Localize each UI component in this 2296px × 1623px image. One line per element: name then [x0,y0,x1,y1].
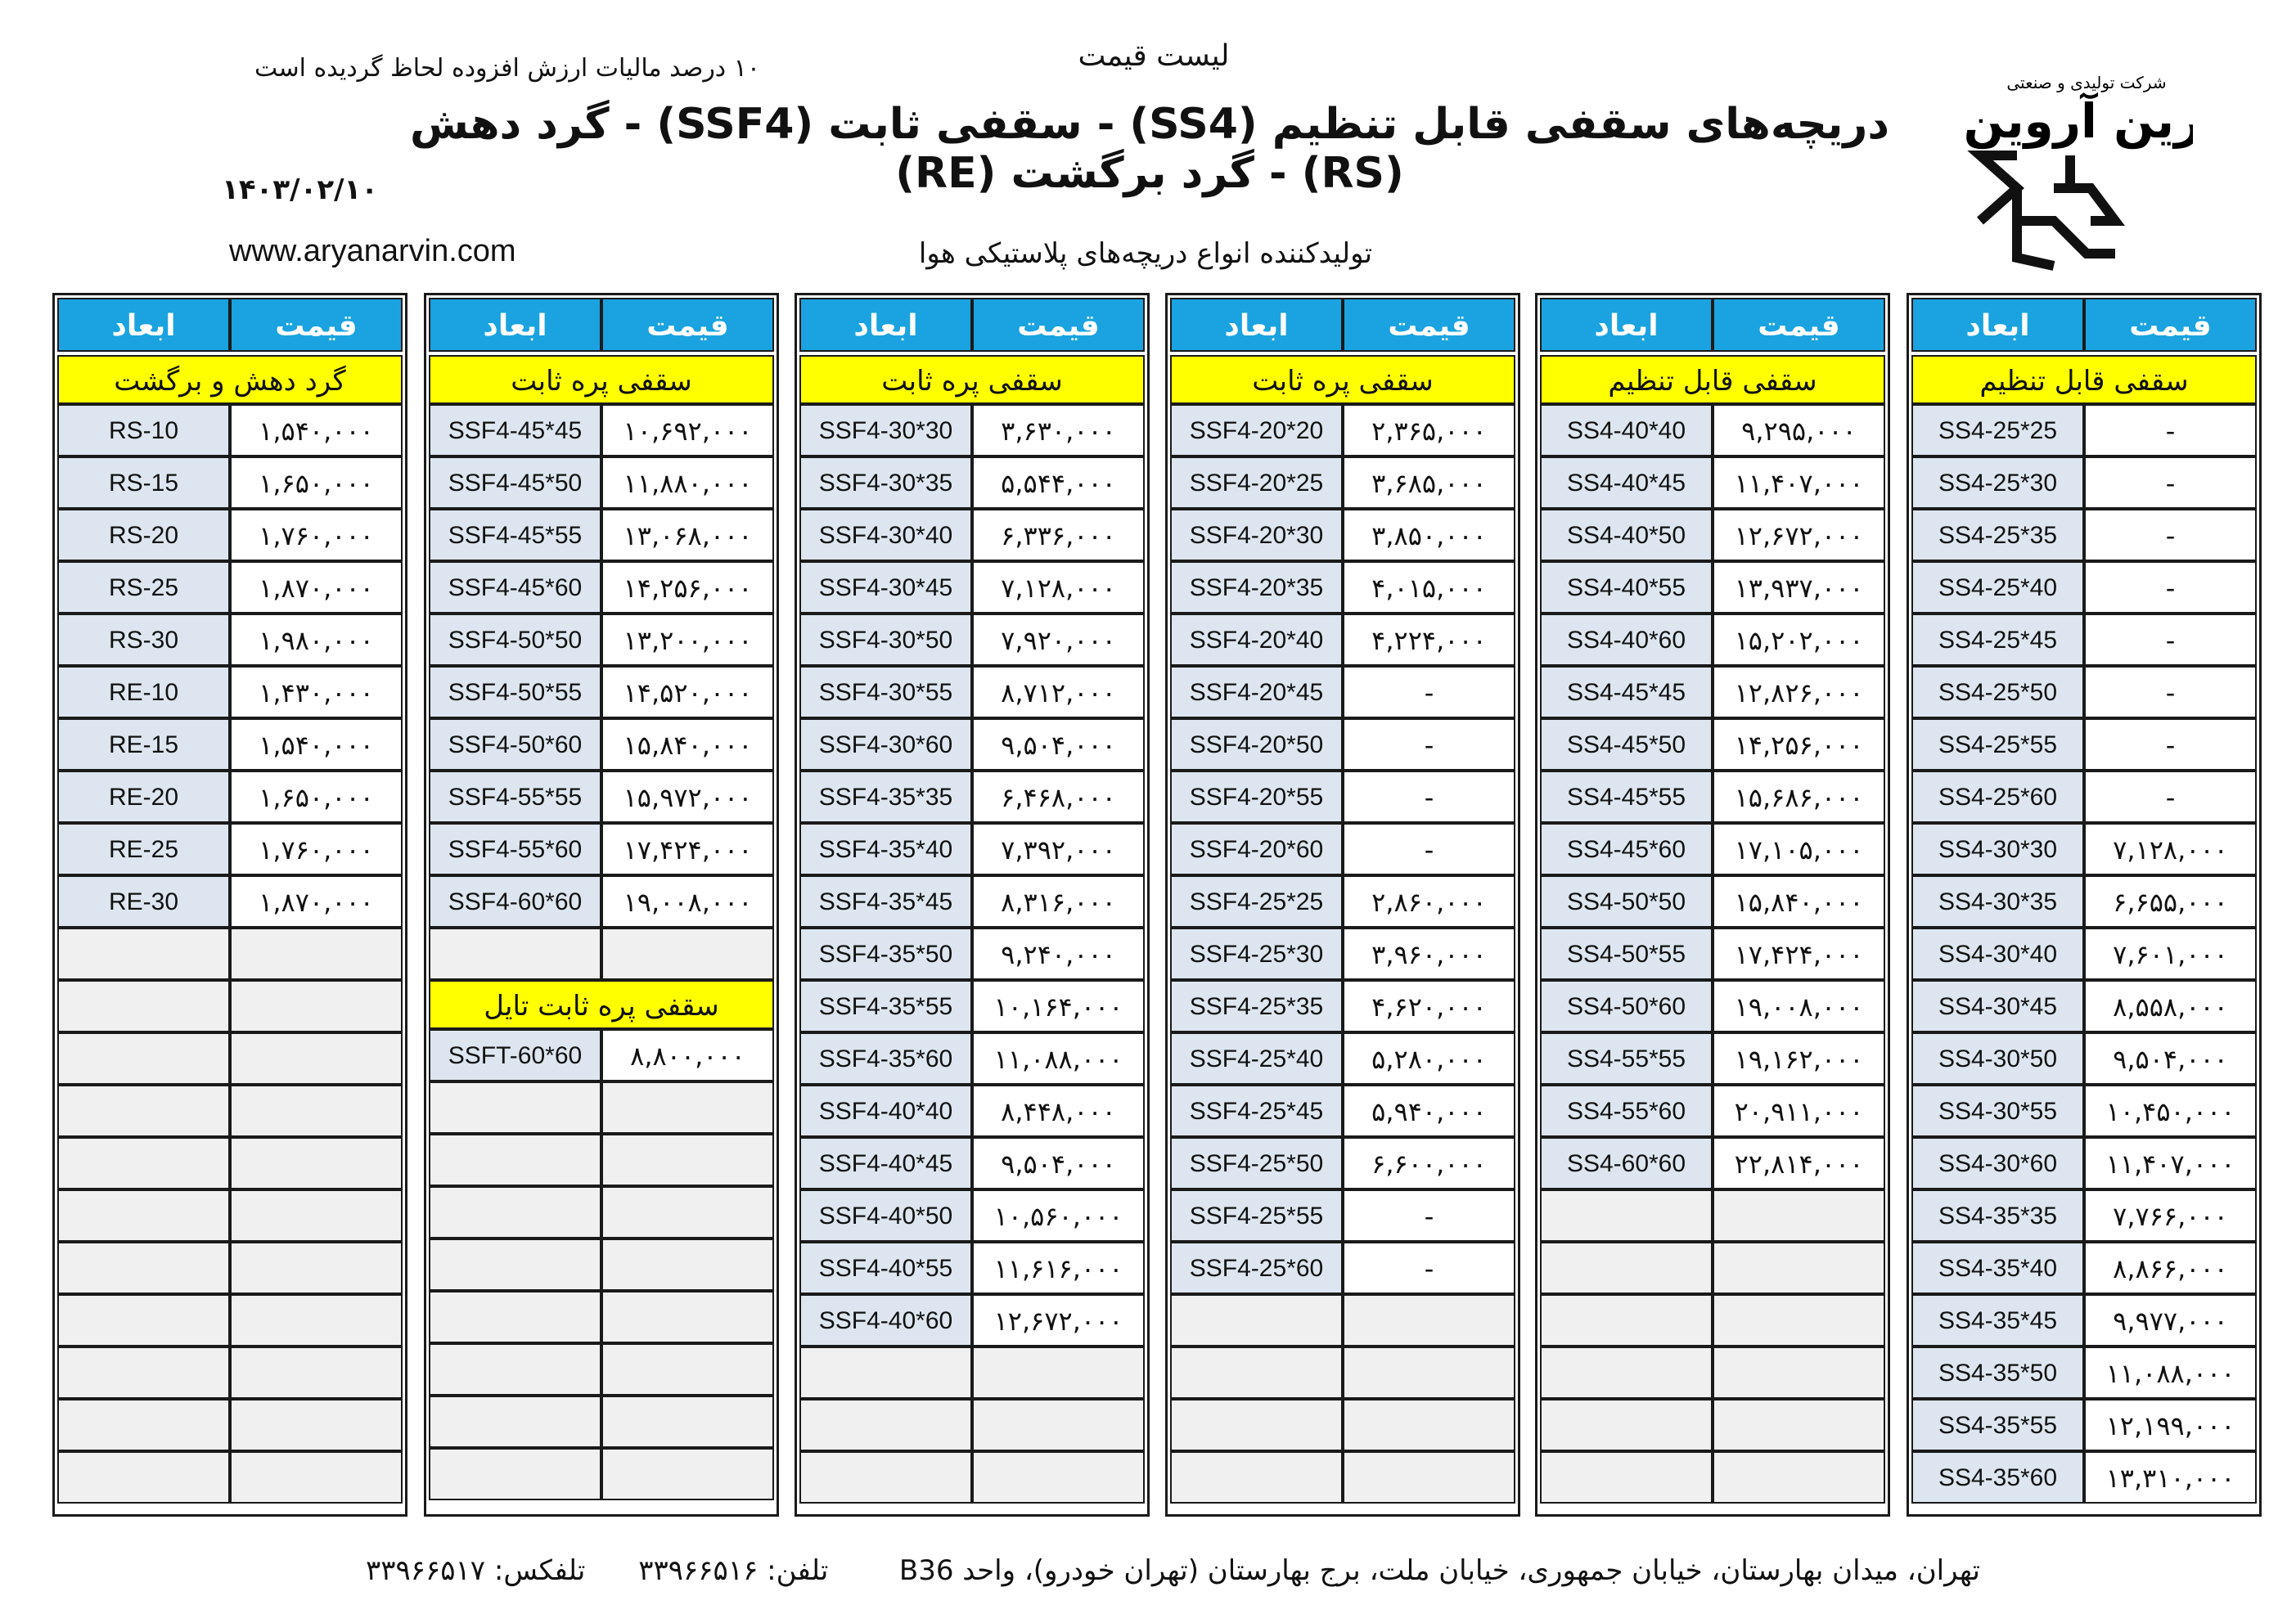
page-title: دریچه‌های سقفی قابل تنظیم (SS4) - سقفی ثابت (SSF4) - گرد دهش (RS) - گرد برگشت (RE) [409,100,1890,198]
footer-fax: ۳۳۹۶۶۵۱۷ [365,1554,486,1587]
dimension-cell: SS4-30*45 [1911,980,2084,1032]
empty-cell [1170,1451,1343,1504]
empty-cell [799,1347,972,1399]
price-cell: ۱۲,۶۷۲,۰۰۰ [972,1294,1145,1347]
price-cell: ۹,۵۰۴,۰۰۰ [972,1137,1145,1189]
price-cell: - [1343,823,1515,875]
footer-contact [335,1554,1980,1587]
price-cell: ۵,۵۴۴,۰۰۰ [972,456,1145,509]
price-cell: ۱۱,۸۸۰,۰۰۰ [601,456,774,509]
column-header-dimension: ابعاد [1170,298,1343,352]
price-cell: ۹,۹۷۷,۰۰۰ [2084,1294,2257,1347]
price-table-6 [52,293,407,1517]
price-cell: - [2084,509,2257,561]
price-cell: ۱۷,۴۲۴,۰۰۰ [1713,928,1885,980]
dimension-cell: SS4-25*50 [1911,666,2084,718]
dimension-cell: SS4-40*55 [1540,561,1713,614]
empty-cell [57,980,230,1032]
empty-cell [429,1343,601,1396]
dimension-cell: SSF4-30*35 [799,456,972,509]
dimension-cell: SS4-35*60 [1911,1451,2084,1504]
dimension-cell: SS4-45*60 [1540,823,1713,875]
price-cell: ۱۱,۶۱۶,۰۰۰ [972,1242,1145,1294]
price-cell: ۱۴,۵۲۰,۰۰۰ [601,666,774,718]
dimension-cell: RE-30 [57,875,230,928]
empty-cell [972,1347,1145,1399]
empty-cell [972,1399,1145,1451]
price-cell: ۴,۰۱۵,۰۰۰ [1343,561,1515,614]
price-cell: ۱۳,۹۳۷,۰۰۰ [1713,561,1885,614]
empty-cell [1170,1399,1343,1451]
dimension-cell: SSF4-35*35 [799,771,972,823]
dimension-cell: SS4-30*30 [1911,823,2084,875]
price-cell: - [2084,666,2257,718]
empty-cell [429,1396,601,1448]
dimension-cell: RS-10 [57,404,230,456]
dimension-cell: SS4-45*45 [1540,666,1713,718]
price-cell: ۱۱,۰۸۸,۰۰۰ [2084,1347,2257,1399]
dimension-cell: SSF4-45*50 [429,456,601,509]
dimension-cell: SSF4-20*20 [1170,404,1343,456]
price-cell: ۱,۸۷۰,۰۰۰ [230,561,403,614]
empty-cell [429,1448,601,1500]
column-header-price: قیمت [2084,298,2257,352]
empty-cell [601,1448,774,1500]
dimension-cell: RE-20 [57,771,230,823]
dimension-cell: SS4-50*60 [1540,980,1713,1032]
dimension-cell: RE-10 [57,666,230,718]
empty-cell [1540,1451,1713,1504]
empty-cell [429,1239,601,1291]
empty-cell [230,1032,403,1085]
price-cell: ۷,۳۹۲,۰۰۰ [972,823,1145,875]
price-cell: ۱۴,۲۵۶,۰۰۰ [601,561,774,614]
vat-note: ۱۰ درصد مالیات ارزش افزوده لحاظ گردیده است [254,54,760,83]
dimension-cell: SSF4-55*60 [429,823,601,875]
dimension-cell: SSF4-35*50 [799,928,972,980]
price-cell: - [2084,614,2257,666]
price-cell: ۱۳,۲۰۰,۰۰۰ [601,614,774,666]
price-cell: ۱۲,۶۷۲,۰۰۰ [1713,509,1885,561]
dimension-cell: SSF4-20*25 [1170,456,1343,509]
price-cell: ۲۲,۸۱۴,۰۰۰ [1713,1137,1885,1189]
column-header-dimension: ابعاد [799,298,972,352]
dimension-cell: SSF4-25*55 [1170,1189,1343,1242]
price-cell: - [2084,718,2257,771]
price-cell: ۱,۶۵۰,۰۰۰ [230,456,403,509]
empty-cell [429,1291,601,1343]
dimension-cell: SSF4-25*60 [1170,1242,1343,1294]
empty-cell [1713,1399,1885,1451]
price-cell: - [1343,1242,1515,1294]
section-title: سقفی پره ثابت [429,355,774,404]
price-cell: ۱۱,۴۰۷,۰۰۰ [2084,1137,2257,1189]
dimension-cell: SSF4-30*55 [799,666,972,718]
empty-cell [601,928,774,980]
price-cell: ۱۱,۰۸۸,۰۰۰ [972,1032,1145,1085]
dimension-cell: SS4-25*30 [1911,456,2084,509]
dimension-cell: SSF4-60*60 [429,875,601,928]
dimension-cell: SSF4-30*50 [799,614,972,666]
price-cell: ۱,۵۴۰,۰۰۰ [230,718,403,771]
dimension-cell: SSF4-20*50 [1170,718,1343,771]
price-cell: ۱۱,۴۰۷,۰۰۰ [1713,456,1885,509]
dimension-cell: SSF4-30*30 [799,404,972,456]
price-cell: ۱۳,۰۶۸,۰۰۰ [601,509,774,561]
empty-cell [429,1081,601,1134]
dimension-cell: SS4-25*45 [1911,614,2084,666]
empty-cell [1343,1347,1515,1399]
dimension-cell: SSF4-55*55 [429,771,601,823]
price-cell: ۱,۹۸۰,۰۰۰ [230,614,403,666]
price-cell: - [2084,561,2257,614]
price-cell: - [1343,1189,1515,1242]
website-link[interactable]: www.aryanarvin.com [229,234,516,268]
price-cell: ۹,۲۹۵,۰۰۰ [1713,404,1885,456]
dimension-cell: SSF4-25*45 [1170,1085,1343,1137]
price-cell: ۱۵,۹۷۲,۰۰۰ [601,771,774,823]
price-cell: ۸,۳۱۶,۰۰۰ [972,875,1145,928]
dimension-cell: SS4-40*45 [1540,456,1713,509]
price-cell: ۱,۷۶۰,۰۰۰ [230,823,403,875]
dimension-cell: RS-15 [57,456,230,509]
empty-cell [1713,1347,1885,1399]
dimension-cell: SSF4-30*40 [799,509,972,561]
price-cell: ۱,۶۵۰,۰۰۰ [230,771,403,823]
empty-cell [57,1137,230,1189]
dimension-cell: SS4-35*55 [1911,1399,2084,1451]
price-cell: ۴,۲۲۴,۰۰۰ [1343,614,1515,666]
empty-cell [230,980,403,1032]
price-cell: ۲,۳۶۵,۰۰۰ [1343,404,1515,456]
empty-cell [1713,1294,1885,1347]
price-cell: ۱۵,۲۰۲,۰۰۰ [1713,614,1885,666]
price-cell: ۶,۶۵۵,۰۰۰ [2084,875,2257,928]
price-cell: ۳,۶۳۰,۰۰۰ [972,404,1145,456]
dimension-cell: SSF4-25*35 [1170,980,1343,1032]
empty-cell [57,1451,230,1504]
empty-cell [1343,1399,1515,1451]
column-header-price: قیمت [601,298,774,352]
section-title: سقفی پره ثابت تایل [429,980,774,1029]
price-cell: - [1343,771,1515,823]
dimension-cell: SS4-30*40 [1911,928,2084,980]
price-cell: - [2084,404,2257,456]
price-table-grid [1911,298,2257,1504]
empty-cell [230,1137,403,1189]
dimension-cell: SSF4-35*45 [799,875,972,928]
empty-cell [601,1343,774,1396]
price-cell: ۲۰,۹۱۱,۰۰۰ [1713,1085,1885,1137]
footer-phone: ۳۳۹۶۶۵۱۶ [638,1554,759,1587]
empty-cell [230,1347,403,1399]
price-cell: ۳,۸۵۰,۰۰۰ [1343,509,1515,561]
empty-cell [1170,1294,1343,1347]
price-cell: ۹,۲۴۰,۰۰۰ [972,928,1145,980]
empty-cell [230,1189,403,1242]
price-cell: ۲,۸۶۰,۰۰۰ [1343,875,1515,928]
price-cell: ۷,۱۲۸,۰۰۰ [2084,823,2257,875]
dimension-cell: SSF4-25*30 [1170,928,1343,980]
empty-cell [429,1134,601,1186]
footer-fax-label: تلفکس: [493,1554,586,1587]
column-header-price: قیمت [230,298,403,352]
empty-cell [57,1242,230,1294]
price-cell: ۱,۷۶۰,۰۰۰ [230,509,403,561]
dimension-cell: SSFT-60*60 [429,1029,601,1081]
dimension-cell: SS4-25*25 [1911,404,2084,456]
price-cell: ۱۵,۶۸۶,۰۰۰ [1713,771,1885,823]
price-cell: ۷,۱۲۸,۰۰۰ [972,561,1145,614]
empty-cell [601,1134,774,1186]
price-cell: ۳,۹۶۰,۰۰۰ [1343,928,1515,980]
dimension-cell: RE-15 [57,718,230,771]
price-table-grid [1540,298,1885,1504]
dimension-cell: SS4-30*55 [1911,1085,2084,1137]
section-title: سقفی قابل تنظیم [1540,355,1885,404]
price-table-grid [57,298,403,1504]
dimension-cell: SS4-45*50 [1540,718,1713,771]
dimension-cell: SSF4-35*40 [799,823,972,875]
empty-cell [1540,1189,1713,1242]
dimension-cell: SS4-25*35 [1911,509,2084,561]
section-title: گرد دهش و برگشت [57,355,403,404]
dimension-cell: SSF4-35*60 [799,1032,972,1085]
logo-mark-icon [1980,155,2115,266]
section-title: سقفی قابل تنظیم [1911,355,2257,404]
document-date: ۱۴۰۳/۰۲/۱۰ [222,173,378,206]
empty-cell [601,1081,774,1134]
dimension-cell: SSF4-45*45 [429,404,601,456]
price-cell: ۷,۹۲۰,۰۰۰ [972,614,1145,666]
dimension-cell: SS4-25*60 [1911,771,2084,823]
price-cell: ۸,۴۴۸,۰۰۰ [972,1085,1145,1137]
dimension-cell: SS4-45*55 [1540,771,1713,823]
empty-cell [1343,1451,1515,1504]
dimension-cell: SS4-50*55 [1540,928,1713,980]
price-cell: ۱۰,۵۶۰,۰۰۰ [972,1189,1145,1242]
price-cell: ۱۴,۲۵۶,۰۰۰ [1713,718,1885,771]
price-table-grid [1170,298,1515,1504]
empty-cell [1713,1242,1885,1294]
dimension-cell: SS4-35*40 [1911,1242,2084,1294]
empty-cell [230,1451,403,1504]
dimension-cell: SSF4-20*30 [1170,509,1343,561]
dimension-cell: SSF4-30*60 [799,718,972,771]
price-cell: ۶,۶۰۰,۰۰۰ [1343,1137,1515,1189]
empty-cell [601,1291,774,1343]
price-cell: ۹,۵۰۴,۰۰۰ [2084,1032,2257,1085]
price-table-5 [424,293,779,1517]
price-cell: ۱۰,۴۵۰,۰۰۰ [2084,1085,2257,1137]
price-cell: - [2084,771,2257,823]
column-header-dimension: ابعاد [1911,298,2084,352]
dimension-cell: SSF4-50*55 [429,666,601,718]
empty-cell [1540,1399,1713,1451]
dimension-cell: SSF4-35*55 [799,980,972,1032]
dimension-cell: SSF4-40*50 [799,1189,972,1242]
column-header-price: قیمت [1713,298,1885,352]
price-cell: ۱۲,۱۹۹,۰۰۰ [2084,1399,2257,1451]
empty-cell [230,1399,403,1451]
company-tagline: تولیدکننده انواع دریچه‌های پلاستیکی هوا [918,237,1373,270]
price-cell: ۱۹,۰۰۸,۰۰۰ [601,875,774,928]
price-cell: ۷,۶۰۱,۰۰۰ [2084,928,2257,980]
dimension-cell: SSF4-40*40 [799,1085,972,1137]
dimension-cell: SSF4-40*60 [799,1294,972,1347]
price-cell: ۱۹,۱۶۲,۰۰۰ [1713,1032,1885,1085]
column-header-dimension: ابعاد [57,298,230,352]
price-table-1 [1907,293,2262,1517]
dimension-cell: SS4-55*60 [1540,1085,1713,1137]
empty-cell [429,928,601,980]
dimension-cell: SSF4-40*45 [799,1137,972,1189]
price-table-grid [799,298,1145,1504]
empty-cell [230,928,403,980]
dimension-cell: SS4-55*55 [1540,1032,1713,1085]
column-header-dimension: ابعاد [1540,298,1713,352]
empty-cell [57,1347,230,1399]
dimension-cell: SSF4-25*40 [1170,1032,1343,1085]
dimension-cell: SSF4-20*40 [1170,614,1343,666]
column-header-dimension: ابعاد [429,298,601,352]
footer-phone-label: تلفن: [767,1554,829,1587]
dimension-cell: SS4-35*45 [1911,1294,2084,1347]
dimension-cell: SS4-40*50 [1540,509,1713,561]
dimension-cell: SSF4-50*60 [429,718,601,771]
price-cell: ۶,۳۳۶,۰۰۰ [972,509,1145,561]
price-cell: ۵,۹۴۰,۰۰۰ [1343,1085,1515,1137]
price-cell: ۶,۴۶۸,۰۰۰ [972,771,1145,823]
price-cell: ۱۷,۱۰۵,۰۰۰ [1713,823,1885,875]
price-cell: ۱۳,۳۱۰,۰۰۰ [2084,1451,2257,1504]
price-cell: ۱۵,۸۴۰,۰۰۰ [1713,875,1885,928]
dimension-cell: SS4-60*60 [1540,1137,1713,1189]
dimension-cell: RS-30 [57,614,230,666]
price-cell: ۱,۴۳۰,۰۰۰ [230,666,403,718]
dimension-cell: SS4-35*35 [1911,1189,2084,1242]
price-cell: ۸,۷۱۲,۰۰۰ [972,666,1145,718]
column-header-price: قیمت [1343,298,1515,352]
dimension-cell: SS4-25*40 [1911,561,2084,614]
dimension-cell: SSF4-20*55 [1170,771,1343,823]
company-logo [1947,65,2193,278]
price-cell: ۴,۶۲۰,۰۰۰ [1343,980,1515,1032]
empty-cell [57,1294,230,1347]
dimension-cell: SS4-35*50 [1911,1347,2084,1399]
dimension-cell: SSF4-25*25 [1170,875,1343,928]
section-title: سقفی پره ثابت [1170,355,1515,404]
price-cell: ۱۹,۰۰۸,۰۰۰ [1713,980,1885,1032]
empty-cell [1540,1347,1713,1399]
dimension-cell: SSF4-40*55 [799,1242,972,1294]
logo-caption: شرکت تولیدی و صنعتی [2006,73,2167,92]
empty-cell [799,1399,972,1451]
dimension-cell: SSF4-20*35 [1170,561,1343,614]
empty-cell [57,1085,230,1137]
price-cell: ۵,۲۸۰,۰۰۰ [1343,1032,1515,1085]
price-cell: ۱۰,۶۹۲,۰۰۰ [601,404,774,456]
price-cell: ۸,۸۶۶,۰۰۰ [2084,1242,2257,1294]
dimension-cell: SSF4-50*50 [429,614,601,666]
price-cell: ۳,۶۸۵,۰۰۰ [1343,456,1515,509]
price-cell: ۱۲,۸۲۶,۰۰۰ [1713,666,1885,718]
price-table-3 [1165,293,1520,1517]
empty-cell [972,1451,1145,1504]
dimension-cell: SS4-30*50 [1911,1032,2084,1085]
price-list-label: لیست قیمت [1078,39,1230,73]
price-table-2 [1535,293,1890,1517]
price-cell: ۱۷,۴۲۴,۰۰۰ [601,823,774,875]
dimension-cell: SS4-40*40 [1540,404,1713,456]
price-cell: ۸,۸۰۰,۰۰۰ [601,1029,774,1081]
price-cell: ۱۵,۸۴۰,۰۰۰ [601,718,774,771]
empty-cell [1343,1294,1515,1347]
empty-cell [601,1396,774,1448]
empty-cell [230,1294,403,1347]
empty-cell [230,1242,403,1294]
price-cell: - [2084,456,2257,509]
empty-cell [429,1186,601,1239]
section-title: سقفی پره ثابت [799,355,1145,404]
empty-cell [1540,1242,1713,1294]
price-cell: ۱,۸۷۰,۰۰۰ [230,875,403,928]
dimension-cell: SS4-30*60 [1911,1137,2084,1189]
dimension-cell: SSF4-45*55 [429,509,601,561]
dimension-cell: SSF4-30*45 [799,561,972,614]
dimension-cell: SSF4-45*60 [429,561,601,614]
price-cell: - [1343,666,1515,718]
empty-cell [230,1085,403,1137]
price-cell: ۱,۵۴۰,۰۰۰ [230,404,403,456]
dimension-cell: SS4-30*35 [1911,875,2084,928]
price-cell: ۹,۵۰۴,۰۰۰ [972,718,1145,771]
empty-cell [57,1032,230,1085]
dimension-cell: SSF4-20*45 [1170,666,1343,718]
empty-cell [601,1186,774,1239]
empty-cell [601,1239,774,1291]
column-header-price: قیمت [972,298,1145,352]
price-table-4 [795,293,1150,1517]
empty-cell [1713,1189,1885,1242]
price-cell: ۸,۵۵۸,۰۰۰ [2084,980,2257,1032]
dimension-cell: SSF4-20*60 [1170,823,1343,875]
empty-cell [57,1189,230,1242]
dimension-cell: SS4-40*60 [1540,614,1713,666]
dimension-cell: RS-20 [57,509,230,561]
dimension-cell: RE-25 [57,823,230,875]
dimension-cell: SSF4-25*50 [1170,1137,1343,1189]
empty-cell [1713,1451,1885,1504]
dimension-cell: SS4-50*50 [1540,875,1713,928]
empty-cell [57,928,230,980]
price-cell: ۷,۷۶۶,۰۰۰ [2084,1189,2257,1242]
price-cell: - [1343,718,1515,771]
footer-address-text: تهران، میدان بهارستان، خیابان جمهوری، خیابان ملت، برج بهارستان (تهران خودرو)، واحد B36 [898,1554,1980,1587]
price-table-grid [429,298,774,1500]
dimension-cell: RS-25 [57,561,230,614]
empty-cell [57,1399,230,1451]
price-cell: ۱۰,۱۶۴,۰۰۰ [972,980,1145,1032]
logo-name: آرین آروین [1963,93,2193,149]
empty-cell [1540,1294,1713,1347]
empty-cell [799,1451,972,1504]
empty-cell [1170,1347,1343,1399]
dimension-cell: SS4-25*55 [1911,718,2084,771]
